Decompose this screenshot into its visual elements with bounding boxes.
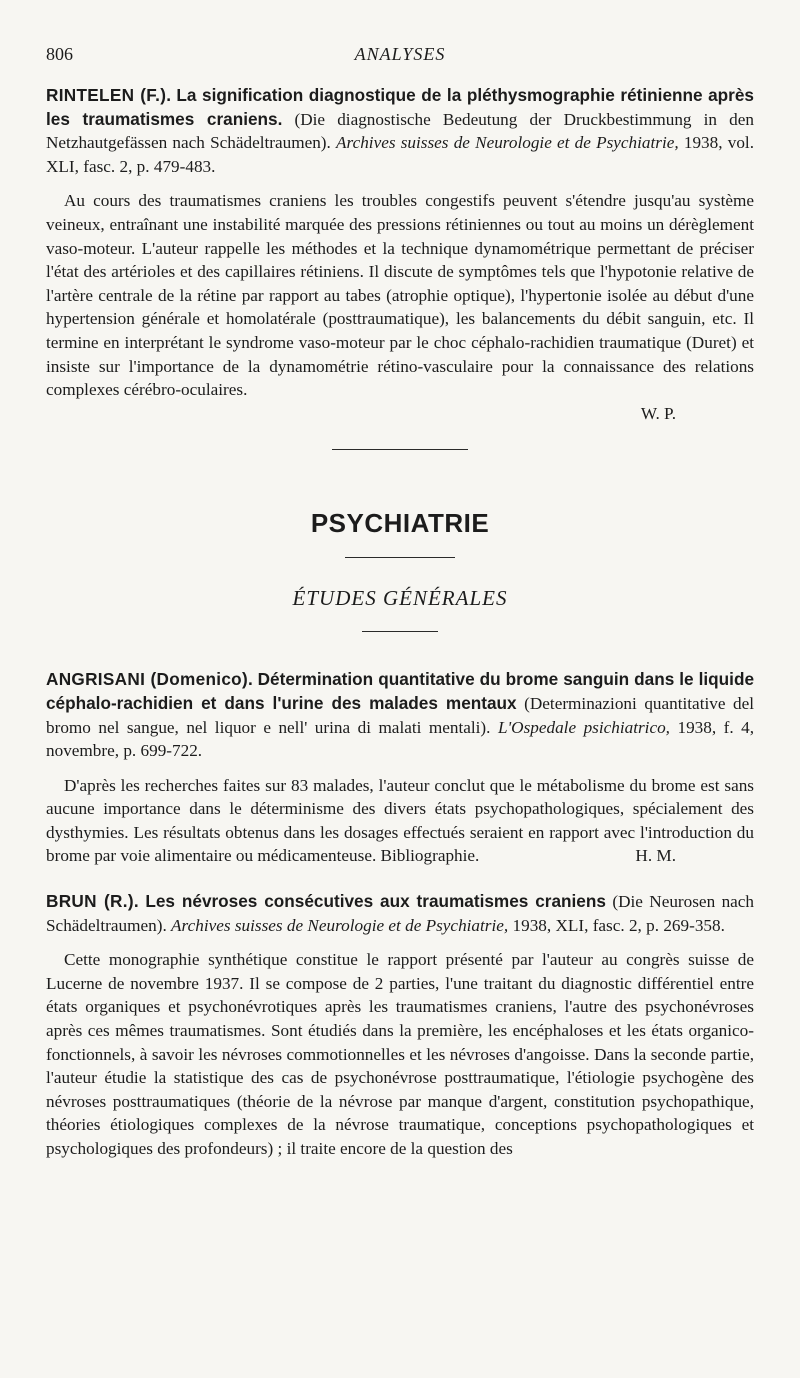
citation [46,890,754,937]
signature: W. P. [640,403,676,423]
citation [46,84,754,178]
divider-rule [362,631,438,632]
abstract [46,774,754,868]
journal-title: ANALYSES [354,44,446,64]
journal-source: Archives suisses de Neurologie et de Psychiatrie, [336,133,679,153]
original-title: (Die Neurosen nach Schädeltraumen). [46,892,755,935]
entry-brun [46,890,754,1161]
abstract: Cette monographie synthétique constitue le rapport présenté par l'auteur au congrès suisse de Lucerne de novembre 1937. Il se compose de 2 parties, l'une traitant du diagnostic différentiel entre états organiques et psychonévrotiques après les traumatismes craniens, l'autre des psychonévroses après ces mêmes traumatismes. Sont étudiés dans la première, les encéphaloses et les états organico-fonctionnels, à savoir les névroses commotionnelles et les névroses d'angoisse. Dans la seconde partie, l'auteur étudie la statistique des cas de psychonévrose posttraumatique, l'étiologie psychogène des névroses posttraumatiques (théorie de la névrose par manque d'argent, constitution psychopathique, théories étiologiques complexes de la névrose traumatique, conceptions psychopathologiques et psychologiques des profondeurs) ; il traite encore de la question des [46,950,754,1158]
journal-source: Archives suisses de Neurologie et de Psychiatrie, [171,915,509,935]
page [46,44,754,1161]
article-title: La signification diagnostique de la pléthysmographie rétinienne après les traumatismes craniens. [46,85,754,129]
abstract-text: D'après les recherches faites sur 83 malades, l'auteur conclut que le métabolisme du brome est sans aucune importance dans le déterminisme des divers états psychopathologiques, spécialement des dysthymies. Les résultats obtenus dans les dosages effectués seraient en rapport avec l'introduction du brome par voie alimentaire ou médicamenteuse. Bibliographie. [46,775,754,866]
article-title: Détermination quantitative du brome sanguin dans le liquide céphalo-rachidien et dans l'urine des malades mentaux [46,669,755,713]
reference: 1938, f. 4, novembre, p. 699-722. [46,717,755,761]
author: ANGRISANI (Domenico). [46,669,254,690]
original-title: (Determinazioni quantitative del bromo nel sangue, nel liquor e nell' urina di malati mentali). [46,693,755,737]
section-title: PSYCHIATRIE [310,508,490,539]
signature: H. M. [635,846,676,866]
abstract: Au cours des traumatismes craniens les troubles congestifs peuvent s'étendre jusqu'au système veineux, entraînant une instabilité marquée des pressions rétiniennes ou tout au moins un dérèglement vaso-moteur. L'auteur rappelle les méthodes et la technique dynamométrique permettant de préciser l'état des artérioles et des capillaires rétiniens. Il discute de symptômes tels que l'hypotonie relative de l'artère centrale de la rétine par rapport au tabes (atrophie optique), l'hypertonie isolée au début d'une hypertension générale et homolatérale (posttraumatique), les balancements du débit sanguin, etc. Il termine en interprétant le syndrome vaso-moteur par le choc céphalo-rachidien traumatique (Duret) et insiste sur l'importance de la dynamométrie rétino-vasculaire pour la connaissance des relations complexes cérébro-oculaires. [46,191,754,400]
page-number: 806 [46,44,73,64]
running-head [46,44,754,70]
divider-rule [332,449,468,450]
entry-angrisani [46,668,754,868]
author: BRUN (R.). [46,891,139,912]
original-title: (Die diagnostische Bedeutung der Druckbestimmung in den Netzhautgefässen nach Schädeltraumen). [46,109,754,153]
article-title: Les névroses consécutives aux traumatismes craniens [145,891,606,912]
subsection-title: ÉTUDES GÉNÉRALES [292,586,508,611]
citation [46,668,754,762]
author: RINTELEN (F.). [46,85,172,105]
divider-rule [345,557,455,558]
reference: 1938, vol. XLI, fasc. 2, p. 479-483. [46,133,754,176]
entry-rintelen [46,84,754,425]
reference: 1938, XLI, fasc. 2, p. 269-358. [512,915,725,935]
journal-source: L'Ospedale psichiatrico, [497,717,670,737]
